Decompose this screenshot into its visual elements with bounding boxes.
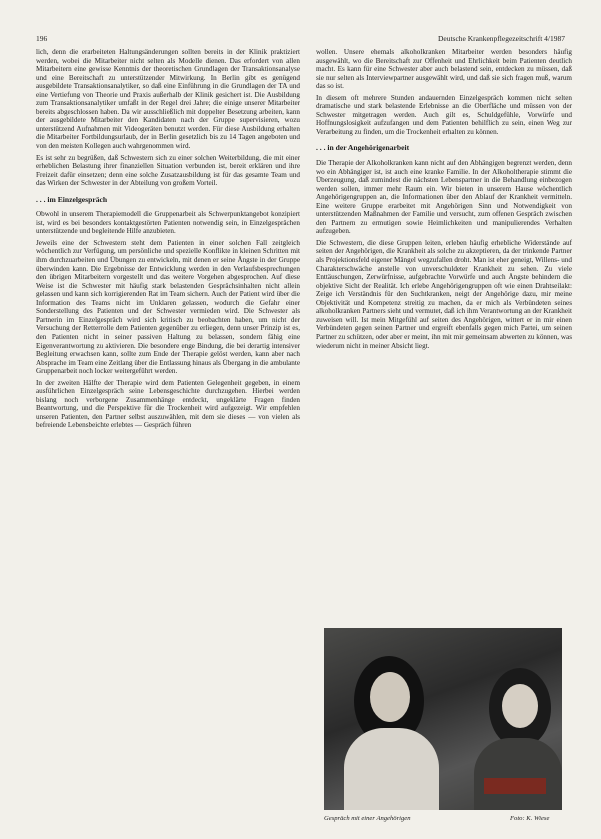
photo-face-right — [502, 684, 538, 728]
paragraph: wollen. Unsere ehemals alkoholkranken Mitarbeiter werden besonders häufig ausgewählt, wo die Bereitschaft zur Offenheit und Ehrlichkeit beim Patienten deutlich macht. Es kann für eine Schwester aber auch belastend sein, entdecken zu müssen, daß sie nur selten als Interviewpartner ausgewählt wird, und daß sie sich fragen muß, warum das so ist. — [316, 48, 572, 91]
section-heading: . . . in der Angehörigenarbeit — [316, 143, 410, 153]
paragraph: In diesem oft mehrere Stunden andauernden Einzelgespräch kommen nicht selten dramatische und stark belastende Erlebnisse an die Oberfläche und müssen von der Schwester mitgetragen werden. Auch gilt es, Schuldgefühle, Vorwürfe und Hoffnungslosigkeit aufzufangen und dem Patienten behilflich zu sein, einen Weg zur Verarbeitung zu finden, um die Trockenheit erhalten zu können. — [316, 93, 572, 136]
paragraph: lich, denn die erarbeiteten Haltungsänderungen sollten bereits in der Klinik praktiziert werden, wobei die Mitarbeiter nicht selten als Modelle dienen. Das erfordert von allen Mitarbeitern eine gewisse Kenntnis der theoretischen Grundlagen der Transaktionsanalyse und eine Bereitschaft zu unterstützender Mitwirkung. In Berlin gibt es genügend ausgebildete Transaktionsanalytiker, so daß eine Einführung in die Grundlagen der TA und eine Vertiefung von Theorie und Praxis außerhalb der Klinik gesichert ist. Die Ausbildung zum Transaktionsanalytiker umfaßt in der Regel drei Jahre; die einige unserer Mitarbeiter bereits abgeschlossen haben. Da wir ausschließlich mit doppelter Besetzung arbeiten, kann der ausgebildete Mitarbeiter den Kandidaten nach der Gruppe supervisieren, wozu unterstützend Aufnahmen mit Videogeräten benutzt werden. Für diese Ausbildung erhalten die Mitarbeiter Fortbildungsurlaub, der in Berlin gesetzlich bis zu 14 Tagen angeboten und von den meisten Kollegen auch wahrgenommen wird. — [36, 48, 300, 151]
right-column — [316, 48, 572, 353]
paragraph: Die Therapie der Alkoholkranken kann nicht auf den Abhängigen begrenzt werden, denn wo ein Abhängiger ist, ist auch eine kranke Familie. In der Alkoholtherapie stimmt die Überzeugung, daß zumindest die nächsten Lebenspartner in die Behandlung einbezogen werden sollen, immer mehr Raum ein. Wir bieten in unserem Hause wöchentlich Angehörigengruppen an, die Informationen über den Ablauf der Krankheit vermitteln. Eine weitere Gruppe erarbeitet mit Angehörigen Sinn und Notwendigkeit von unterstützenden Maßnahmen der Familie und versucht, zum offenen Gespräch zwischen den Partnern zu ermutigen sowie Heimlichkeiten und manipulierendes Verhalten aufzugeben. — [316, 159, 572, 236]
photo-credit: Foto: K. Wiese — [510, 815, 550, 822]
photo-body-left — [344, 728, 439, 810]
paragraph: In der zweiten Hälfte der Therapie wird dem Patienten Gelegenheit gegeben, in einem ausführlichen Einzelgespräch seine Lebensgeschichte durchzugehen. Hierbei werden bislang noch verborgene Zusammenhänge entdeckt, ungeklärte Fragen finden Beantwortung, und die Perspektive für die Trockenheit wird aufgezeigt. Wir empfehlen unseren Patienten, den Partner selbst auszuwählen, mit dem sie dieses — von vielen als befreiende Lebensbeichte erlebtes — Gespräch führen — [36, 378, 300, 430]
photo-body-right — [474, 738, 562, 810]
photo-face-left — [370, 672, 410, 722]
left-column — [36, 48, 300, 433]
photo-book — [484, 778, 546, 794]
page-number: 196 — [36, 34, 48, 43]
photo — [324, 628, 562, 810]
paragraph: Obwohl in unserem Therapiemodell die Gruppenarbeit als Schwerpunktangebot konzipiert ist, wird es bei besonders kontaktgestörten Patienten notwendig sein, in Einzelgesprächen unterstützende und begleitende Hilfe anzubieten. — [36, 210, 300, 236]
section-heading: . . . im Einzelgespräch — [36, 194, 108, 204]
photo-caption: Gespräch mit einer Angehörigen — [324, 815, 411, 822]
paragraph: Jeweils eine der Schwestern steht dem Patienten in einer solchen Fall zeitgleich wöchentlich zur Verfügung, um persönliche und spezielle Konflikte in kleinen Schritten mit ihm durchzuarbeiten und Übungen zu entwickeln, mit denen er seine Ängste in der Gruppe überwinden kann. Die Ergebnisse der Entwicklung werden in den Verlaufsbesprechungen den übrigen Mitarbeitern vorgestellt und das weitere Vorgehen abgesprochen. Auf diese Weise ist die Schwester mit häufig stark belastenden Gesprächsinhalten nicht allein gelassen und kann sich korrigierenden Rat im Team sichern. Auch der Patient wird über die Information des Teams nicht im Unklaren gelassen, wodurch die Gefahr einer Sonderstellung des Patienten und der Schwester vermieden wird. Die Schwester als Partnerin im Einzelgespräch wird sich kritisch zu beobachten haben, um nicht der Versuchung der Retterrolle dem Patienten gegenüber zu erliegen, denn unser Prinzip ist es, den Patienten nicht in seiner passiven Haltung zu belassen, sondern fähig eine Eigenverantwortung zu aktivieren. Die besondere enge Bindung, die bei derartig intensiver Begleitung erwachsen kann, sollte zum Ende der Therapie gelöst werden, kann aber nach Absprache im Team eine Zeitlang über die Entlassung hinaus als Übergang in die ambulante Gruppenarbeit noch locker weitergeführt werden. — [36, 238, 300, 376]
paragraph: Es ist sehr zu begrüßen, daß Schwestern sich zu einer solchen Weiterbildung, die mit einer erheblichen Belastung ihrer finanziellen Situation verbunden ist, bereit erklären und ihre Freizeit dafür einsetzen; denn eine solche Zusatzausbildung ist für das gesamte Team und das Wirken der Schwester in der Abteilung von großem Vorteil. — [36, 153, 300, 188]
journal-title: Deutsche Krankenpflegezeitschrift 4/1987 — [437, 34, 565, 43]
paragraph: Die Schwestern, die diese Gruppen leiten, erleben häufig erhebliche Widerstände auf seiten der Angehörigen, die Krankheit als solche zu akzeptieren, da der trinkende Partner als Projektionsfeld eigener Mängel wegzufallen droht. Man ist eher geneigt, Willens- und Charakterschwäche anstelle von unverschuldeter Krankheit zu sehen. Zu viele Enttäuschungen, Zerwürfnisse, aufgebrachte Vorwürfe und auch Ängste behindern die objektive Sicht der Realität. Ich erlebe Angehörigengruppen oft wie einen Drahtseilakt: Zeige ich Verständnis für den Suchtkranken, neigt der Angehörige dazu, mir meine Objektivität und Kompetenz streitig zu machen, da er mich als Verbündeten seines alkoholkranken Partners sieht und vermutet, daß ich ihm Verantwortung an der Krankheit zuweisen will. Ist mein Mitgefühl auf seiten des Angehörigen, wittert er in mir einen Verbündeten gegen seinen Partner und ergreift ebenfalls gegen mich Partei, um seinen Partner zu schützen, oder aber er meint, ihn mit mir gemeinsam abwerten zu können, was wiederum nicht in meiner Absicht liegt. — [316, 238, 572, 350]
